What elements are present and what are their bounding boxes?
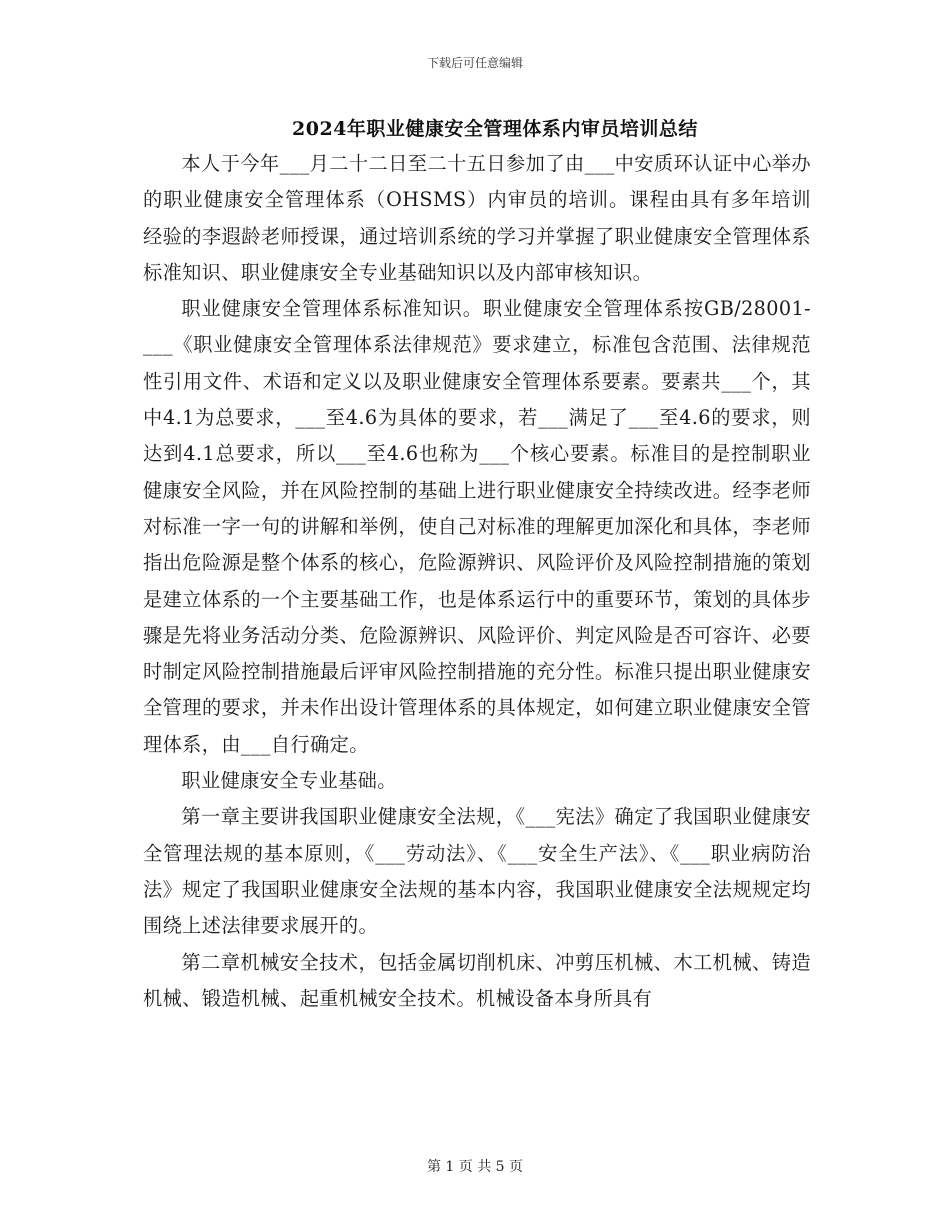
- page-header-note: 下载后可任意编辑: [426, 56, 523, 70]
- paragraph-chapter-two: 第二章机械安全技术，包括金属切削机床、冲剪压机械、木工机械、铸造机械、锻造机械、起重机械安全技术。机械设备本身所具有: [143, 950, 811, 1010]
- page-number: 第 1 页 共 5 页: [426, 1159, 524, 1175]
- paragraph-chapter-one: 第一章主要讲我国职业健康安全法规，《___宪法》确定了我国职业健康安全管理法规的基本原则，《___劳动法》、《___安全生产法》、《___职业病防治法》规定了我国职业健康安全法规的基本内容，我国职业健康安全法规规定均围绕上述法律要求展开的。: [143, 805, 811, 938]
- document-title: 2024年职业健康安全管理体系内审员培训总结: [292, 118, 698, 140]
- paragraph-intro: 本人于今年___月二十二日至二十五日参加了由___中安质环认证中心举办的职业健康安全管理体系（OHSMS）内审员的培训。课程由具有多年培训经验的李遐龄老师授课，通过培训系统的学习并掌握了职业健康安全管理体系标准知识、职业健康安全专业基础知识以及内部审核知识。: [143, 152, 811, 284]
- paragraph-professional-basis: 职业健康安全专业基础。: [181, 769, 397, 793]
- paragraph-standard-knowledge: 职业健康安全管理体系标准知识。职业健康安全管理体系按GB/28001-___《职业健康安全管理体系法律规范》要求建立，标准包含范围、法律规范性引用文件、术语和定义以及职业健康安全管理体系要素。要素共___个，其中4.1为总要求，___至4.6为具体的要求，若___满足了___至4.6的要求，则达到4.1总要求，所以___至4.6也称为___个核心要素。标准目的是控制职业健康安全风险，并在风险控制的基础上进行职业健康安全持续改进。经李老师对标准一字一句的讲解和举例，使自己对标准的理解更加深化和具体，李老师指出危险源是整个体系的核心，危险源辨识、风险评价及风险控制措施的策划是建立体系的一个主要基础工作，也是体系运行中的重要环节，策划的具体步骤是先将业务活动分类、危险源辨识、风险评价、判定风险是否可容许、必要时制定风险控制措施最后评审风险控制措施的充分性。标准只提出职业健康安全管理的要求，并未作出设计管理体系的具体规定，如何建立职业健康安全管理体系，由___自行确定。: [143, 297, 811, 756]
- document-body: [143, 146, 811, 1017]
